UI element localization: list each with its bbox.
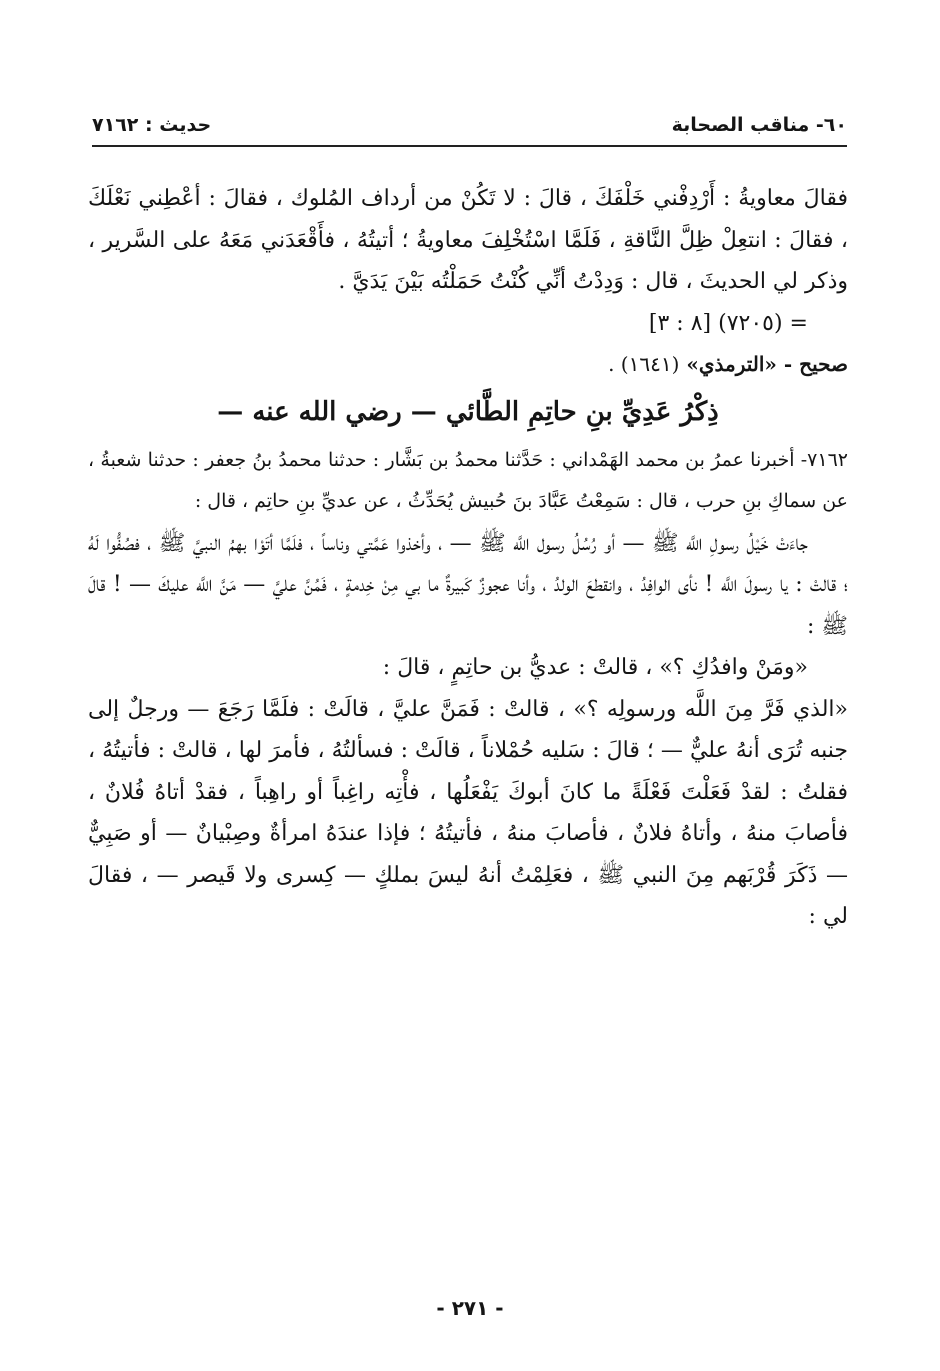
paragraph-muawiya: فقالَ معاويةُ : أَرْدِفْني خَلْفَكَ ، قالَ : لا تَكُنْ من أرداف المُلوك ، فقالَ : أعْطِني نَعْلَكَ ، فقالَ : انتعِلْ ظِلَّ النَّاقةِ ، فَلَمَّا اسْتُخْلِفَ معاويةُ ؛ أتيتُهُ ، فأَقْعَدَني مَعَهُ على السَّرير ، وذكر لي الحديثَ ، قال : وَدِدْتُ أنِّي كُنْتُ حَمَلْتُه بَيْنَ يَدَيَّ . [88, 186, 848, 294]
hadith-grade [88, 344, 848, 386]
paragraph-narration: جاءَتْ خَيْلُ رسولِ اللَّه ﷺ — أو رُسُلُ رسول اللَّه ﷺ — ، وأخذوا عَمَّتي وناساً ، فلَمَّا أتَوْا بهمُ النبيَّ ﷺ ، فصُفُّوا لَهُ ؛ قالتْ : يا رسولَ اللَّه ! نأى الوافِدُ ، وانقطعَ الولدُ ، وأنا عجوزٌ كَبيرةٌ ما بي مِنْ خِدمةٍ ، فَمُنَّ عليَّ — مَنَّ اللَّه عليكَ — ! قالَ ﷺ : [88, 530, 848, 639]
page-number: - ٢٧١ - [436, 1296, 504, 1320]
cross-reference: = (٧٢٠٥) [٨ : ٣] [648, 310, 808, 336]
isnad-chain: ٧١٦٢- أخبرنا عمرُ بن محمد الهَمْداني : حَدَّثنا محمدُ بن بَشَّار : حدثنا محمدُ بنُ جعفر : حدثنا شعبةُ ، عن سماكِ بنِ حرب ، قال : سَمِعْتُ عَبَّادَ بنَ حُبيش يُحَدِّثُ ، عن عديِّ بنِ حاتِم ، قال : [88, 448, 848, 512]
header-rule [92, 145, 847, 147]
running-header [92, 108, 847, 142]
paragraph-continuation: «الذي فَرَّ مِنَ اللَّه ورسولِه ؟» ، قالتْ : فَمَنَّ عليَّ ، قالَتْ : فلَمَّا رَجَعَ — ورجلٌ إلى جنبه تُرَى أنهُ عليٌّ — ؛ قالَ : سَليه حُمْلاناً ، قالَتْ : فسألتُهُ ، فأمرَ لها ، قالتْ : فأتيتُهُ ، فقلتُ : لقدْ فَعَلْتَ فَعْلَةً ما كانَ أبوكَ يَفْعَلُها ، فأْتِه راغِباً أو راهِباً ، فقدْ أتاهُ فُلانٌ ، فأصابَ منهُ ، وأتاهُ فلانٌ ، فأصابَ منهُ ، فأتيتُهُ ؛ فإذا عندَهُ امرأةٌ وصِبْيانٌ — أو صَبِيٌّ — ذَكَرَ قُرْبَهم مِنَ النبي ﷺ ، فعَلِمْتُ أنهُ ليسَ بملكٍ — كِسرى ولا قَيصر — ، فقالَ لي : [88, 696, 848, 929]
section-title: ٦٠- مناقب الصحابة [671, 114, 847, 136]
paragraph-question: «ومَنْ وافدُكِ ؟» ، قالتْ : عديُّ بن حاتِمٍ ، قالَ : [382, 655, 808, 680]
hadith-reference: حديث : ٧١٦٢ [92, 114, 212, 136]
grade-label: صحيح - «الترمذي» [686, 352, 848, 376]
grade-number: (١٦٤١) . [608, 352, 680, 376]
chapter-heading: ذِكْرُ عَدِيِّ بنِ حاتِمِ الطَّائي — رضي الله عنه — [217, 396, 719, 427]
page-body [88, 178, 848, 938]
